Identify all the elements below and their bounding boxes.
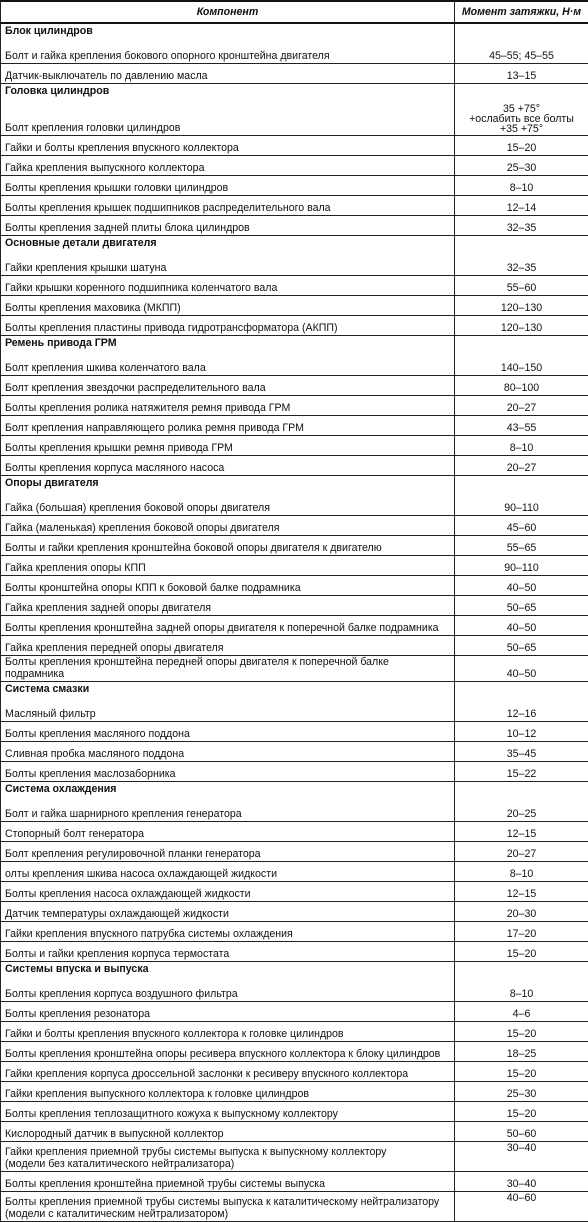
table-row	[1, 596, 588, 616]
torque-value-cell: 8–10	[455, 176, 588, 196]
table-row	[1, 762, 588, 782]
torque-value-cell: 20–27	[455, 456, 588, 476]
component-cell: Болты крепления кронштейна приемной трубы системы выпуска	[1, 1172, 455, 1192]
component-cell: Болты крепления маслозаборника	[1, 762, 455, 782]
table-row	[1, 456, 588, 476]
table-row	[1, 802, 588, 822]
section-header-row	[1, 782, 588, 803]
section-title: Основные детали двигателя	[1, 236, 455, 257]
component-cell: Болты крепления резонатора	[1, 1002, 455, 1022]
section-header-row	[1, 962, 588, 983]
section-header-row	[1, 236, 588, 257]
torque-value-cell: 20–25	[455, 802, 588, 822]
table-row	[1, 176, 588, 196]
table-row	[1, 882, 588, 902]
section-title: Системы впуска и выпуска	[1, 962, 455, 983]
table-row	[1, 376, 588, 396]
torque-value-cell: 40–50	[455, 616, 588, 636]
component-cell: Гайки крепления впускного патрубка системы охлаждения	[1, 922, 455, 942]
table-row	[1, 496, 588, 516]
torque-value-cell: 35–45	[455, 742, 588, 762]
component-cell: Гайки крепления выпускного коллектора к головке цилиндров	[1, 1082, 455, 1102]
component-cell: Гайки и болты крепления впускного коллектора	[1, 136, 455, 156]
section-header-row	[1, 84, 588, 105]
column-header-component: Компонент	[1, 1, 455, 23]
torque-value-cell: 15–20	[455, 1102, 588, 1122]
torque-value-cell: 12–14	[455, 196, 588, 216]
component-text-line: (модели с каталитическим нейтрализатором)	[5, 1208, 450, 1220]
table-row	[1, 276, 588, 296]
torque-value-cell: 20–27	[455, 396, 588, 416]
section-title: Ремень привода ГРМ	[1, 336, 455, 357]
component-text-line: Болты крепления приемной трубы системы выпуска к каталитическому нейтрализатору	[5, 1196, 450, 1208]
component-cell: Болт крепления шкива коленчатого вала	[1, 356, 455, 376]
component-cell: Болт крепления направляющего ролика ремня привода ГРМ	[1, 416, 455, 436]
component-cell: Болт крепления головки цилиндров	[1, 104, 455, 136]
section-empty-cell	[455, 23, 588, 44]
table-row	[1, 1102, 588, 1122]
component-cell: Болты крепления кронштейна опоры ресивера впускного коллектора к блоку цилиндров	[1, 1042, 455, 1062]
table-row	[1, 136, 588, 156]
torque-value-cell: 120–130	[455, 316, 588, 336]
component-cell: Гайки крепления крышки шатуна	[1, 256, 455, 276]
torque-value-cell: 90–110	[455, 496, 588, 516]
table-row	[1, 636, 588, 656]
table-row	[1, 256, 588, 276]
torque-value-cell: 12–15	[455, 882, 588, 902]
component-cell: Болт крепления регулировочной планки генератора	[1, 842, 455, 862]
section-header-row	[1, 476, 588, 497]
torque-value-cell: 45–55; 45–55	[455, 44, 588, 64]
table-row	[1, 436, 588, 456]
component-cell: Болты крепления кронштейна передней опоры двигателя к поперечной балке подрамника	[1, 656, 455, 682]
torque-value-cell: 17–20	[455, 922, 588, 942]
torque-value-cell: 25–30	[455, 156, 588, 176]
torque-value-line: +ослабить все болты	[459, 114, 584, 124]
section-title: Головка цилиндров	[1, 84, 455, 105]
component-cell: Болты крепления маховика (МКПП)	[1, 296, 455, 316]
component-cell: Болт и гайка крепления бокового опорного кронштейна двигателя	[1, 44, 455, 64]
table-row	[1, 296, 588, 316]
component-cell: Сливная пробка масляного поддона	[1, 742, 455, 762]
table-row	[1, 536, 588, 556]
torque-value-cell: 50–60	[455, 1122, 588, 1142]
component-cell: Болты и гайки крепления корпуса термостата	[1, 942, 455, 962]
column-header-torque: Момент затяжки, Н·м	[455, 1, 588, 23]
component-cell: Гайки крышки коренного подшипника коленчатого вала	[1, 276, 455, 296]
torque-value-cell: 13–15	[455, 64, 588, 84]
torque-value-cell: 40–50	[455, 576, 588, 596]
component-cell: Болт крепления звездочки распределительного вала	[1, 376, 455, 396]
component-cell: Болты крепления корпуса воздушного фильтра	[1, 982, 455, 1002]
table-row	[1, 1022, 588, 1042]
component-cell: Болты крепления теплозащитного кожуха к выпускному коллектору	[1, 1102, 455, 1122]
component-cell: Болты крепления корпуса масляного насоса	[1, 456, 455, 476]
section-empty-cell	[455, 682, 588, 703]
torque-value-cell: 55–65	[455, 536, 588, 556]
table-row	[1, 356, 588, 376]
torque-value-cell: 40–50	[455, 656, 588, 682]
torque-value-cell: 15–20	[455, 942, 588, 962]
torque-value-cell: 32–35	[455, 216, 588, 236]
section-title: Опоры двигателя	[1, 476, 455, 497]
torque-value-line: +35 +75°	[459, 124, 584, 134]
torque-value-cell	[455, 104, 588, 136]
component-cell: Болты и гайки крепления кронштейна боковой опоры двигателя к двигателю	[1, 536, 455, 556]
torque-value-cell: 120–130	[455, 296, 588, 316]
torque-value-cell: 20–30	[455, 902, 588, 922]
table-row	[1, 416, 588, 436]
table-row	[1, 44, 588, 64]
component-text-line: Гайки крепления приемной трубы системы выпуска к выпускному коллектору	[5, 1146, 450, 1158]
component-cell: Болты кронштейна опоры КПП к боковой балке подрамника	[1, 576, 455, 596]
component-cell: Болты крепления ролика натяжителя ремня привода ГРМ	[1, 396, 455, 416]
torque-value-cell: 18–25	[455, 1042, 588, 1062]
component-cell: Гайка крепления опоры КПП	[1, 556, 455, 576]
component-cell: Болты крепления задней плиты блока цилиндров	[1, 216, 455, 236]
torque-value-cell: 55–60	[455, 276, 588, 296]
section-header-row	[1, 23, 588, 44]
torque-value-cell: 8–10	[455, 436, 588, 456]
table-row	[1, 902, 588, 922]
component-cell: Датчик температуры охлаждающей жидкости	[1, 902, 455, 922]
torque-value-cell: 32–35	[455, 256, 588, 276]
table-row	[1, 104, 588, 136]
torque-value-cell: 8–10	[455, 862, 588, 882]
component-cell: Болты крепления насоса охлаждающей жидкости	[1, 882, 455, 902]
torque-value-cell: 40–60	[455, 1192, 588, 1222]
section-title: Система охлаждения	[1, 782, 455, 803]
table-row	[1, 156, 588, 176]
section-header-row	[1, 682, 588, 703]
component-cell: Гайка (маленькая) крепления боковой опоры двигателя	[1, 516, 455, 536]
table-row	[1, 1122, 588, 1142]
table-row	[1, 1082, 588, 1102]
table-row	[1, 556, 588, 576]
table-row	[1, 922, 588, 942]
torque-value-cell: 15–22	[455, 762, 588, 782]
torque-value-cell: 12–16	[455, 702, 588, 722]
table-row	[1, 822, 588, 842]
table-row	[1, 1172, 588, 1192]
table-row	[1, 216, 588, 236]
torque-value-cell: 140–150	[455, 356, 588, 376]
table-row	[1, 1062, 588, 1082]
section-empty-cell	[455, 962, 588, 983]
table-row	[1, 64, 588, 84]
torque-value-cell: 20–27	[455, 842, 588, 862]
torque-value-cell: 30–40	[455, 1142, 588, 1172]
torque-value-cell: 30–40	[455, 1172, 588, 1192]
component-cell: Датчик-выключатель по давлению масла	[1, 64, 455, 84]
component-cell: Болты крепления пластины привода гидротрансформатора (АКПП)	[1, 316, 455, 336]
table-row	[1, 862, 588, 882]
torque-value-cell: 50–65	[455, 636, 588, 656]
component-cell: Болты крепления кронштейна задней опоры двигателя к поперечной балке подрамника	[1, 616, 455, 636]
table-row	[1, 1042, 588, 1062]
section-title: Система смазки	[1, 682, 455, 703]
table-row	[1, 702, 588, 722]
torque-value-cell: 8–10	[455, 982, 588, 1002]
section-empty-cell	[455, 476, 588, 497]
torque-value-cell: 15–20	[455, 136, 588, 156]
component-cell: Масляный фильтр	[1, 702, 455, 722]
component-cell: Гайка крепления выпускного коллектора	[1, 156, 455, 176]
section-empty-cell	[455, 236, 588, 257]
table-row	[1, 1192, 588, 1222]
torque-value-cell: 43–55	[455, 416, 588, 436]
torque-value-cell: 10–12	[455, 722, 588, 742]
table-row	[1, 196, 588, 216]
component-cell: Гайка крепления задней опоры двигателя	[1, 596, 455, 616]
component-cell	[1, 1192, 455, 1222]
component-text-line: (модели без каталитического нейтрализатора)	[5, 1158, 450, 1170]
component-cell: Болты крепления крышек подшипников распределительного вала	[1, 196, 455, 216]
table-row	[1, 722, 588, 742]
torque-value-cell: 25–30	[455, 1082, 588, 1102]
component-cell: Болты крепления крышки ремня привода ГРМ	[1, 436, 455, 456]
component-cell: Болты крепления масляного поддона	[1, 722, 455, 742]
table-header-row	[1, 1, 588, 23]
table-row	[1, 982, 588, 1002]
table-row	[1, 942, 588, 962]
torque-value-cell: 12–15	[455, 822, 588, 842]
table-row	[1, 516, 588, 536]
section-empty-cell	[455, 782, 588, 803]
table-row	[1, 616, 588, 636]
section-empty-cell	[455, 84, 588, 105]
table-row	[1, 656, 588, 682]
table-row	[1, 316, 588, 336]
component-cell: Болты крепления крышки головки цилиндров	[1, 176, 455, 196]
table-row	[1, 396, 588, 416]
torque-value-cell: 15–20	[455, 1062, 588, 1082]
torque-value-cell: 80–100	[455, 376, 588, 396]
component-cell: Гайки крепления корпуса дроссельной заслонки к ресиверу впускного коллектора	[1, 1062, 455, 1082]
torque-value-cell: 4–6	[455, 1002, 588, 1022]
table-row	[1, 742, 588, 762]
component-cell: Кислородный датчик в выпускной коллектор	[1, 1122, 455, 1142]
section-empty-cell	[455, 336, 588, 357]
section-header-row	[1, 336, 588, 357]
table-row	[1, 1142, 588, 1172]
component-cell: Стопорный болт генератора	[1, 822, 455, 842]
component-cell: Гайка крепления передней опоры двигателя	[1, 636, 455, 656]
torque-value-cell: 15–20	[455, 1022, 588, 1042]
table-row	[1, 576, 588, 596]
torque-value-cell: 45–60	[455, 516, 588, 536]
component-cell	[1, 1142, 455, 1172]
component-cell: Гайки и болты крепления впускного коллектора к головке цилиндров	[1, 1022, 455, 1042]
torque-value-cell: 90–110	[455, 556, 588, 576]
section-title: Блок цилиндров	[1, 23, 455, 44]
torque-value-cell: 50–65	[455, 596, 588, 616]
torque-value-line: 35 +75°	[459, 104, 584, 114]
component-cell: Гайка (большая) крепления боковой опоры двигателя	[1, 496, 455, 516]
component-cell: Болт и гайка шарнирного крепления генератора	[1, 802, 455, 822]
component-cell: олты крепления шкива насоса охлаждающей жидкости	[1, 862, 455, 882]
table-body	[1, 23, 588, 1222]
table-row	[1, 842, 588, 862]
table-row	[1, 1002, 588, 1022]
